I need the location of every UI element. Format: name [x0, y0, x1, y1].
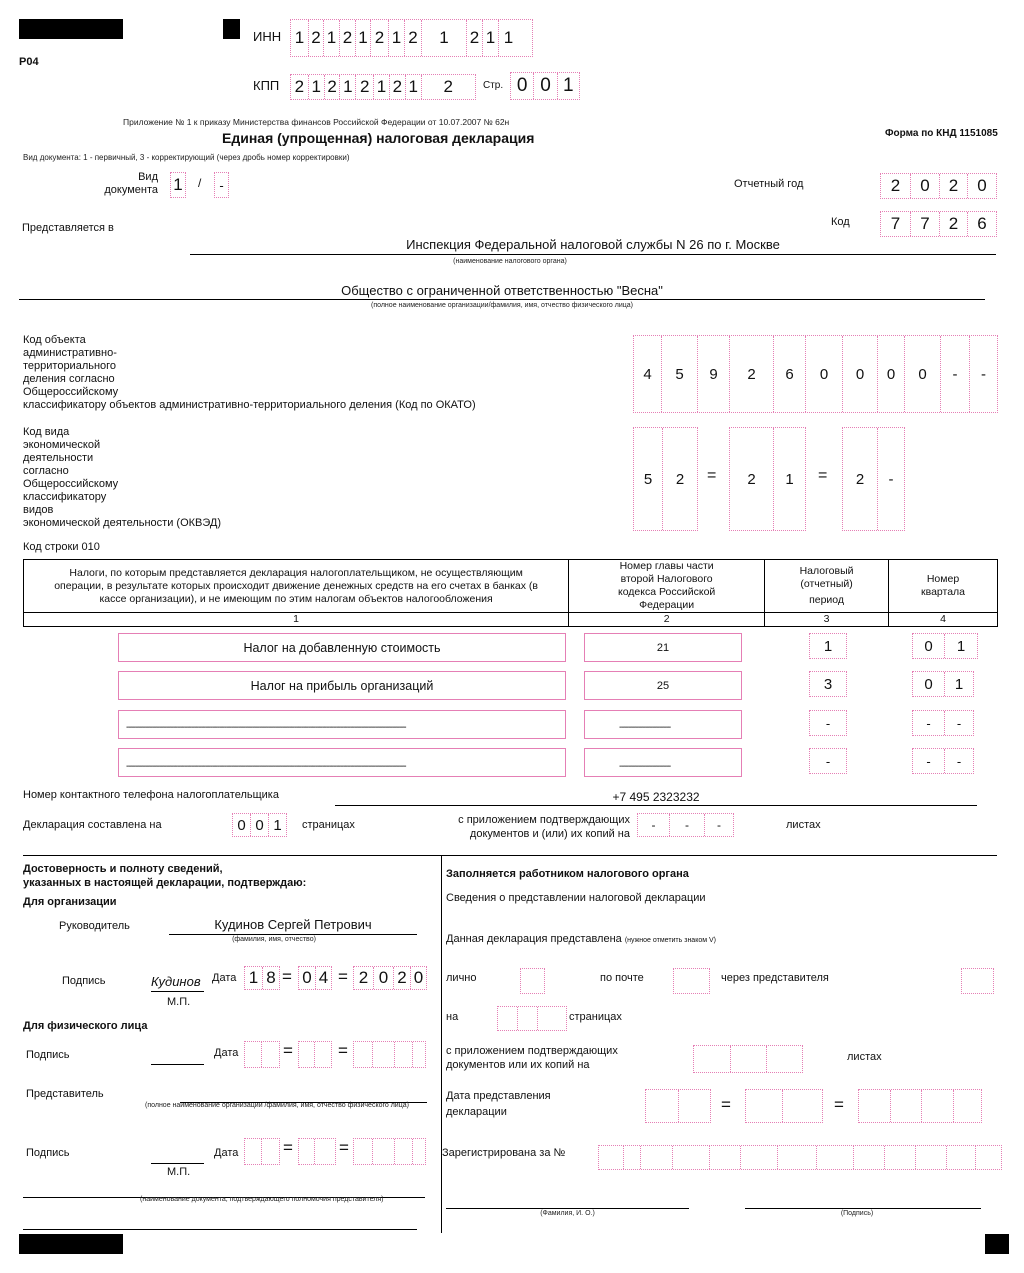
date-separator: =: [338, 1041, 348, 1060]
inn-field[interactable]: [290, 19, 533, 57]
rep-label: Представитель: [26, 1088, 104, 1100]
date-separator: =: [283, 1041, 293, 1060]
kpp-digit: 1: [340, 75, 356, 99]
rep-date-month[interactable]: [298, 1138, 336, 1165]
corner-marker-bottom-left: [19, 1234, 123, 1254]
authority-name-line: [190, 254, 996, 255]
inn-digit: 1: [503, 28, 514, 47]
page-digit: 1: [563, 75, 574, 96]
tax-period-field[interactable]: 1: [809, 633, 847, 659]
office-sign-caption: (Подпись): [840, 1210, 874, 1217]
inn-digit: 2: [340, 20, 356, 56]
inn-digit: 2: [371, 20, 389, 56]
inn-digit: 1: [291, 20, 309, 56]
office-date-label: Дата представления декларации: [446, 1090, 551, 1118]
page-number-field[interactable]: [510, 72, 580, 100]
kpp-field[interactable]: [290, 74, 476, 100]
office-pages-suffix: страницах: [569, 1011, 622, 1023]
okved-group-3[interactable]: 2 -: [842, 427, 905, 531]
via-rep-checkbox[interactable]: [961, 968, 994, 994]
okved-group-1[interactable]: 5 2: [633, 427, 698, 531]
office-pages-field[interactable]: [497, 1006, 567, 1031]
okved-label: Код вида экономической деятельности согласно Общероссийскому классификатору видов экономической деятельности (ОКВЭД): [23, 426, 222, 529]
page-label: Стр.: [483, 80, 504, 91]
tax-quarter-field[interactable]: 0 1: [912, 671, 974, 697]
tax-name-field[interactable]: Налог на прибыль организаций: [118, 671, 566, 700]
date-separator: =: [721, 1095, 731, 1114]
line-code: Код строки 010: [23, 541, 100, 553]
tax-name-placeholder: ------------------------------------------------------------------------------------------------------------------------: [126, 722, 406, 733]
via-rep-label: через представителя: [721, 972, 829, 984]
report-year-field[interactable]: 2 0 2 0: [880, 173, 997, 199]
in-person-label: лично: [446, 972, 477, 984]
head-name-line: [169, 934, 417, 935]
registered-label: Зарегистрирована за №: [442, 1147, 566, 1159]
office-name-caption: (Фамилия, И. О.): [540, 1210, 595, 1217]
office-attach-label: с приложением подтверждающих документов или их копий на: [446, 1045, 618, 1071]
kpp-digit: 1: [406, 75, 422, 99]
signature-line: [151, 991, 204, 992]
inn-digit: 2: [467, 20, 483, 56]
inn-label: ИНН: [253, 29, 282, 44]
organization-name-caption: (полное наименование организации/фамилия, имя, отчество физического лица): [370, 302, 633, 309]
kpp-digit: 2: [390, 75, 406, 99]
tax-office-heading: Заполняется работником налогового органа: [446, 868, 689, 880]
bottom-section-divider: [23, 855, 997, 856]
rep-stamp-label: М.П.: [167, 1166, 191, 1178]
office-sheets-suffix: листах: [847, 1051, 882, 1063]
in-person-checkbox[interactable]: [520, 968, 545, 994]
for-org-heading: Для организации: [23, 896, 117, 908]
kpp-digit: 2: [291, 75, 309, 99]
person-sign-label: Подпись: [26, 1049, 70, 1061]
tax-quarter-field[interactable]: - -: [912, 748, 974, 774]
inn-digit: 1: [324, 20, 340, 56]
sign-date-day[interactable]: 1 8: [244, 966, 280, 990]
head-label: Руководитель: [59, 920, 130, 932]
kpp-digit: 1: [374, 75, 390, 99]
tax-chapter-placeholder: ----------------------: [619, 761, 671, 772]
form-code: Форма по КНД 1151085: [885, 128, 998, 139]
doc-type-label: Вид документа: [104, 171, 158, 196]
tax-period-field[interactable]: 3: [809, 671, 847, 697]
rep-doc-caption: (наименование документа, подтверждающего полномочия представителя): [140, 1196, 384, 1203]
tax-period-field[interactable]: -: [809, 710, 847, 736]
tax-office-info: Сведения о представлении налоговой декларации: [446, 892, 706, 904]
date-separator: =: [338, 967, 348, 986]
col-number: 4: [889, 613, 998, 627]
header-quarter: Номер квартала: [889, 560, 998, 613]
person-date-month[interactable]: [298, 1041, 332, 1068]
okved-separator: =: [707, 467, 717, 484]
inn-digit: 1: [356, 20, 371, 56]
phone-line: [335, 805, 977, 806]
tax-quarter-field[interactable]: 0 1: [912, 633, 978, 659]
col-number: 3: [765, 613, 889, 627]
corner-marker-bottom-right: [985, 1234, 1009, 1254]
tax-quarter-field[interactable]: - -: [912, 710, 974, 736]
header-period: Налоговый (отчетный) период: [765, 560, 889, 613]
rep-sign-line: [151, 1163, 204, 1164]
pages-suffix: страницах: [302, 819, 355, 831]
for-person-heading: Для физического лица: [23, 1020, 148, 1032]
tax-chapter-field[interactable]: 25: [584, 671, 742, 700]
page-digit: 0: [534, 73, 557, 99]
inn-digit: 2: [405, 20, 422, 56]
date-separator: =: [283, 1138, 293, 1157]
date-separator: =: [834, 1095, 844, 1114]
date-separator: =: [282, 967, 292, 986]
sign-label: Подпись: [62, 975, 106, 987]
inn-digit: 2: [309, 20, 324, 56]
attach-label: с приложением подтверждающих документов и (или) их копий на: [458, 814, 630, 840]
col-number: 2: [569, 613, 765, 627]
okato-label: Код объекта административно- территориального деления согласно Общероссийскому классификатору объектов административно-территориального деления (Код по ОКАТО): [23, 334, 476, 411]
office-name-line: [446, 1208, 689, 1209]
office-date-year[interactable]: [858, 1089, 982, 1123]
col-number: 1: [24, 613, 569, 627]
organization-name: Общество с ограниченной ответственностью "Весна": [341, 283, 663, 298]
signature: Кудинов: [151, 974, 201, 989]
office-attach-field[interactable]: [693, 1045, 803, 1073]
bottom-column-divider: [441, 855, 442, 1233]
inn-digit: 1: [389, 20, 405, 56]
registration-number-field[interactable]: [598, 1145, 1002, 1170]
date-separator: =: [339, 1138, 349, 1157]
kpp-digit: 2: [356, 75, 374, 99]
header-chapter: Номер главы части второй Налогового кодекса Российской Федерации: [569, 560, 765, 613]
page-digit: 0: [511, 73, 534, 99]
attach-sheets-field[interactable]: - - -: [637, 813, 734, 837]
doc-type-field[interactable]: 1: [170, 172, 186, 198]
sign-date-year[interactable]: 2 0 2 0: [353, 966, 427, 990]
organization-name-line: [19, 299, 985, 300]
phone-label: Номер контактного телефона налогоплательщика: [23, 789, 279, 801]
tax-name-placeholder: ------------------------------------------------------------------------------------------------------------------------: [126, 761, 406, 772]
rep-caption: (полное наименование организации /фамилия, имя, отчество физического лица): [145, 1102, 409, 1109]
date-label: Дата: [212, 972, 237, 984]
kpp-digit: 2: [325, 75, 341, 99]
form-title: Единая (упрощенная) налоговая декларация: [222, 130, 535, 146]
okato-field[interactable]: 4 5 9 2 6 0 0 0 0 - -: [633, 335, 998, 413]
by-mail-checkbox[interactable]: [673, 968, 710, 994]
authority-name-caption: (наименование налогового органа): [453, 258, 567, 265]
rep-date-label: Дата: [214, 1147, 239, 1159]
header-taxes: Налоги, по которым представляется декларация налогоплательщиком, не осуществляющим операции, в результате которых происходит движение денежных средств на его счетах в банках (в кассе организации), и не имеющим по этим налогам объектов налогообложения: [24, 560, 569, 613]
doc-correction-field[interactable]: -: [214, 172, 229, 198]
report-year-label: Отчетный год: [734, 178, 804, 190]
inn-digit: 1: [422, 20, 467, 56]
submitted-to-label: Представляется в: [22, 222, 114, 234]
doc-type-note: Вид документа: 1 - первичный, 3 - корректирующий (через дробь номер корректировки): [23, 153, 350, 162]
tax-chapter-field[interactable]: 21: [584, 633, 742, 662]
on-label: на: [446, 1011, 459, 1023]
authority-code-label: Код: [831, 216, 850, 228]
rep-sign-label: Подпись: [26, 1147, 70, 1159]
okved-separator: =: [818, 467, 828, 484]
kpp-label: КПП: [253, 78, 280, 93]
sign-date-month[interactable]: 0 4: [298, 966, 332, 990]
person-date-day[interactable]: [244, 1041, 280, 1068]
sheets-suffix: листах: [786, 819, 821, 831]
corner-marker-top-left: [19, 19, 123, 39]
rep-date-day[interactable]: [244, 1138, 280, 1165]
person-date-label: Дата: [214, 1047, 239, 1059]
authority-name: Инспекция Федеральной налоговой службы N 26 по г. Москве: [406, 237, 780, 252]
person-date-year[interactable]: [353, 1041, 426, 1068]
office-sign-line: [745, 1208, 981, 1209]
tax-table-header: [23, 559, 998, 627]
confirm-heading: Достоверность и полноту сведений, указанных в настоящей декларации, подтверждаю:: [23, 863, 307, 889]
kpp-digit: 1: [309, 75, 325, 99]
tax-name-field[interactable]: Налог на добавленную стоимость: [118, 633, 566, 662]
kpp-digit: 2: [443, 77, 454, 96]
okved-group-2[interactable]: 2 1: [729, 427, 806, 531]
authority-code-field[interactable]: 7 7 2 6: [880, 211, 997, 237]
by-mail-label: по почте: [600, 972, 644, 984]
office-date-day[interactable]: [645, 1089, 711, 1123]
submitted-label: Данная декларация представлена (нужное отметить знаком V): [446, 933, 716, 945]
pages-label: Декларация составлена на: [23, 819, 162, 831]
office-date-month[interactable]: [745, 1089, 823, 1123]
pages-field[interactable]: 0 0 1: [232, 813, 287, 837]
doc-type-slash: /: [198, 176, 202, 190]
page-code: P04: [19, 56, 39, 68]
stamp-label: М.П.: [167, 996, 191, 1008]
corner-marker-top-mid: [223, 19, 240, 39]
head-name[interactable]: Кудинов Сергей Петрович: [214, 917, 372, 932]
appendix-note: Приложение № 1 к приказу Министерства финансов Российской Федерации от 10.07.2007 № 62н: [123, 117, 510, 127]
rep-date-year[interactable]: [353, 1138, 426, 1165]
tax-chapter-placeholder: ----------------------: [619, 722, 671, 733]
rep-doc-line-2: [23, 1229, 417, 1230]
head-name-caption: (фамилия, имя, отчество): [232, 936, 316, 943]
phone-value[interactable]: +7 495 2323232: [612, 790, 700, 804]
inn-digit: 1: [483, 20, 499, 56]
person-sign-line: [151, 1064, 204, 1065]
tax-period-field[interactable]: -: [809, 748, 847, 774]
